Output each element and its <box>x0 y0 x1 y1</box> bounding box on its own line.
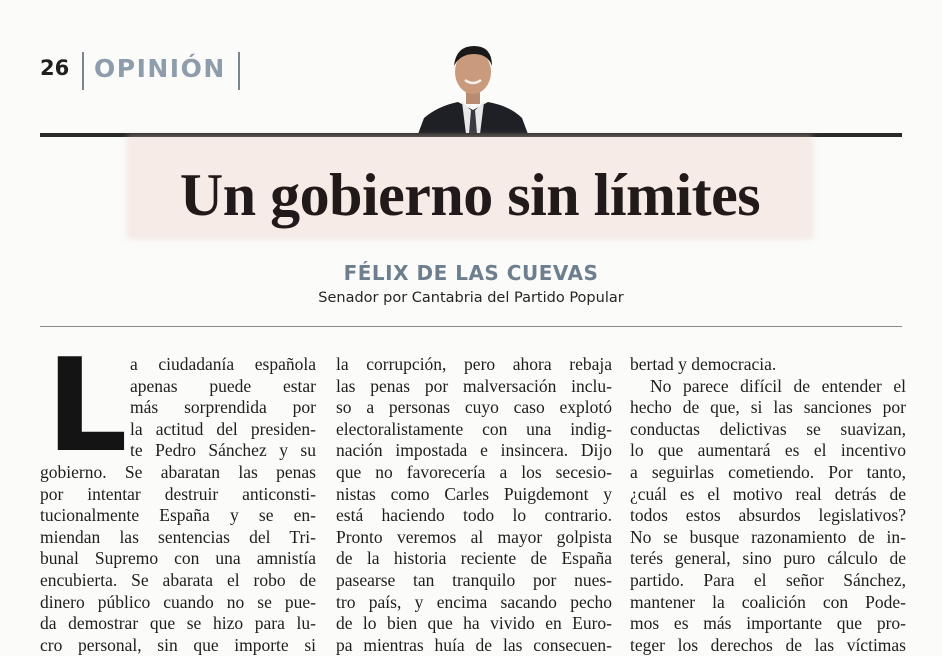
article-line: a ciudadanía española <box>130 354 316 374</box>
article-line: todos estos absurdos legislativos? <box>630 505 906 526</box>
article-line: que no favorecería a los secesio- <box>336 461 612 482</box>
header-divider-right <box>238 52 240 90</box>
article-line: hecho de que, si las sanciones por <box>630 397 906 418</box>
article-line: No se busque razonamiento de in- <box>630 526 906 547</box>
article-line: nistas como Carles Puigdemont y <box>336 483 612 504</box>
article-line: la actitud del presiden- <box>130 418 316 439</box>
drop-cap: L <box>46 332 128 481</box>
article-line: No parece difícil de entender el <box>650 375 906 396</box>
article-line: terés general, sino puro cálculo de <box>630 548 906 569</box>
article-line: gobierno. Se abaratan las penas <box>40 461 316 482</box>
article-line: pa mientras huía de las consecuen- <box>336 634 612 655</box>
article-line: la corrupción, pero ahora rebaja <box>336 354 612 374</box>
article-line: miendan las sentencias del Tri- <box>40 526 316 547</box>
article-column-2 <box>336 354 612 656</box>
article-column-1 <box>40 332 316 656</box>
article-column-3 <box>630 354 906 656</box>
article-line: electoralistamente con una indig- <box>336 418 612 439</box>
article-line: da demostrar que se hizo para lu- <box>40 613 316 634</box>
byline-rule <box>40 326 902 327</box>
article-line: está haciendo todo lo contrario. <box>336 505 612 526</box>
article-line: mos es más importante que pro- <box>630 613 906 634</box>
article-line: bertad y democracia. <box>630 354 777 374</box>
header-divider-left <box>82 52 84 90</box>
page-number: 26 <box>40 56 70 80</box>
article-line: por intentar destruir anticonsti- <box>40 483 316 504</box>
section-label: OPINIÓN <box>94 54 226 83</box>
author-name: FÉLIX DE LAS CUEVAS <box>343 261 599 285</box>
article-line: tucionalmente España y se en- <box>40 505 316 526</box>
article-line: pasearse tan tranquilo por nues- <box>336 569 612 590</box>
article-line: nación impostada e insincera. Dijo <box>336 440 612 461</box>
article-line: Pronto veremos al mayor golpista <box>336 526 612 547</box>
article-line: las penas por malversación inclu- <box>336 375 612 396</box>
article-line: dinero público cuando no se pue- <box>40 591 316 612</box>
article-line: lo que aumentará es el incentivo <box>630 440 906 461</box>
article-line: ¿cuál es el motivo real detrás de <box>630 483 906 504</box>
header-rule <box>40 133 902 137</box>
article-line: conductas delictivas se suavizan, <box>630 418 906 439</box>
article-line: de lo bien que ha vivido en Euro- <box>336 613 612 634</box>
author-portrait-icon <box>418 40 528 134</box>
article-line: te Pedro Sánchez y su <box>130 440 316 461</box>
article-line: so a personas cuyo caso explotó <box>336 397 612 418</box>
article-title: Un gobierno sin límites <box>179 162 761 228</box>
article-line: teger los derechos de las víctimas <box>630 634 906 655</box>
article-line: tro país, y encima sacando pecho <box>336 591 612 612</box>
article-line: mantener la coalición con Pode- <box>630 591 906 612</box>
article-line: partido. Para el señor Sánchez, <box>630 569 906 590</box>
article-line: bunal Supremo con una amnistía <box>40 548 316 569</box>
article-line: encubierta. Se abarata el robo de <box>40 569 316 590</box>
author-role: Senador por Cantabria del Partido Popular <box>318 290 624 306</box>
article-line: de la historia reciente de España <box>336 548 612 569</box>
article-line: cro personal, sin que importe si <box>40 634 316 655</box>
article-line: a seguirlas cometiendo. Por tanto, <box>630 461 906 482</box>
article-line: apenas puede estar <box>130 375 316 396</box>
article-line: más sorprendida por <box>130 397 316 418</box>
